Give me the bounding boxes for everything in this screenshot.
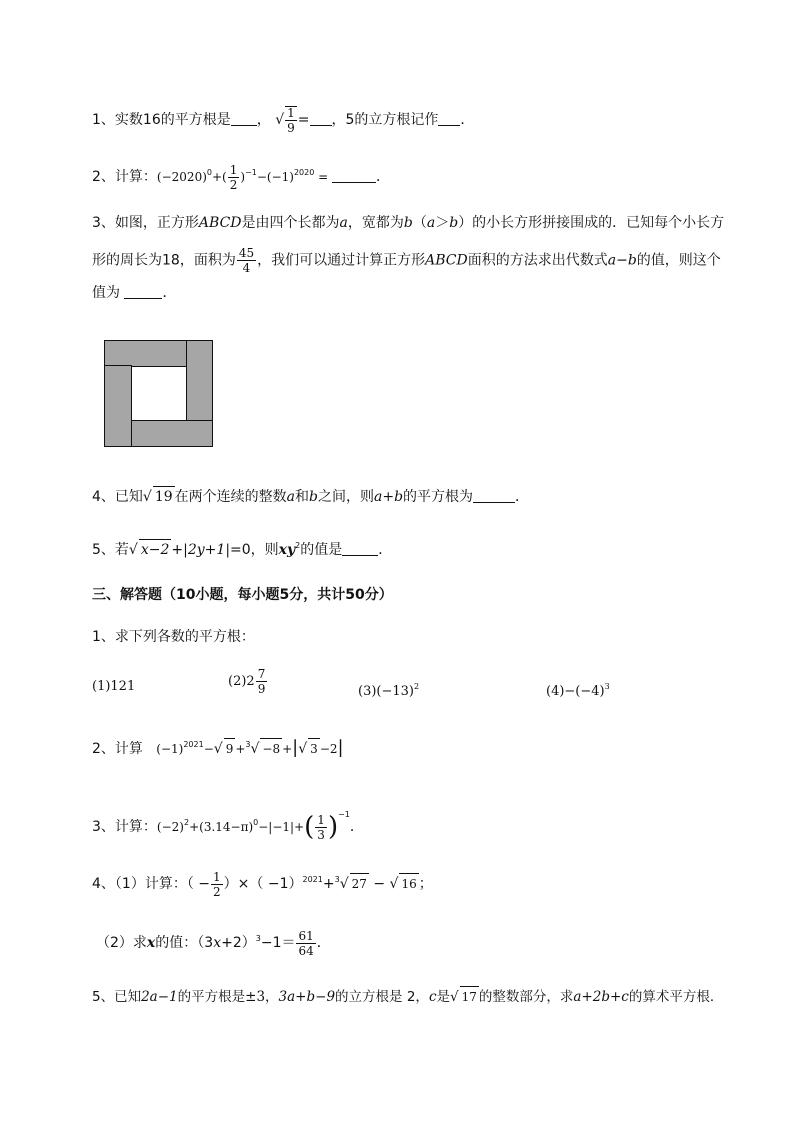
fill-question-3-line-1: 3、如图，正方形ABCD是由四个长都为a，宽都为b（a＞b）的小长方形拼接围成的．已知每个小长方	[92, 215, 725, 231]
left-rectangle	[104, 365, 132, 447]
solve-question-1: 1、求下列各数的平方根：	[92, 629, 255, 645]
question-text: 实数16的平方根是	[114, 112, 231, 128]
answer-blank[interactable]	[310, 125, 332, 126]
sub-item-4: $(4)-(-4)^3$	[546, 682, 610, 699]
question-number: 4、	[92, 876, 115, 892]
bottom-rectangle	[131, 420, 213, 447]
answer-blank[interactable]	[342, 555, 378, 556]
fill-question-2: 2、计算：$(-2020)^0+$( $\frac{1}{2}$ )$^{-1}-(-1)^{2020}$ = ．	[92, 162, 391, 192]
fill-question-5: 5、若√ x−2 +|2y+1|=0，则$xy^2$的值是 ．	[92, 541, 393, 558]
question-number: 1、	[92, 112, 115, 128]
sub-item-1: (1)121	[92, 679, 136, 694]
question-number: 5、	[92, 989, 115, 1005]
solve-question-3: 3、计算：$(-2)^2+(3.14-\pi)^0-|-1|+$( $\frac{1}{3}$ )$^{-1}$．	[92, 810, 364, 842]
question-number: 1、	[92, 629, 115, 645]
question-number: 5、	[92, 542, 115, 558]
answer-blank[interactable]	[231, 125, 257, 126]
fill-question-1: 1、实数16的平方根是 ， √ $\frac{1}{9}$ = ，5的立方根记作 ．	[92, 106, 475, 135]
fraction: $\frac{1}{2}$	[229, 162, 238, 192]
solve-question-5: 5、已知2a−1的平方根是±3，3a+b−9的立方根是 2，c是√ 17 的整数部分，求a+2b+c的算术平方根．	[92, 986, 723, 1007]
sub-item-2: (2)2 $\frac{7}{9}$	[228, 667, 266, 696]
sqrt-symbol: √	[128, 542, 138, 558]
answer-blank[interactable]	[332, 182, 376, 183]
sub-item-3: $(3)(-13)^2$	[358, 682, 420, 699]
right-rectangle	[186, 340, 213, 422]
fraction: $\frac{61}{64}$	[298, 928, 314, 958]
section-heading: 三、解答题（10小题，每小题5分，共计50分）	[92, 587, 393, 603]
sqrt-symbol: √	[275, 112, 285, 128]
question-number: 2、	[92, 169, 115, 185]
solve-question-2: 2、计算 $(-1)^{2021}-√$ 9 +$^3$√ −8 +|√ 3 −2|	[92, 737, 344, 758]
answer-blank[interactable]	[473, 502, 515, 503]
inner-square	[132, 367, 186, 420]
top-rectangle	[104, 340, 188, 367]
fraction: $\frac{7}{9}$	[257, 667, 266, 696]
fraction: $\frac{1}{2}$	[213, 869, 221, 899]
fraction: $\frac{1}{3}$	[317, 812, 325, 842]
question-text: ，5的立方根记作	[331, 112, 439, 128]
question-number: 4、	[92, 489, 115, 505]
question-number: 2、	[92, 741, 115, 757]
fill-question-3-line-3: 值为 ．	[92, 285, 177, 301]
fraction: $\frac{45}{4}$	[238, 246, 255, 275]
sqrt-symbol: √	[142, 489, 152, 505]
fraction: $\frac{1}{9}$	[287, 106, 295, 135]
question-number: 3、	[92, 819, 115, 835]
square-abcd-figure	[92, 322, 242, 464]
fill-question-3-line-2: 形的周长为18，面积为 $\frac{45}{4}$ ，我们可以通过计算正方形ABCD面积的方法求出代数式a−b的值，则这个	[92, 246, 721, 275]
fill-question-4: 4、已知√ 19 在两个连续的整数a和b之间，则a+b的平方根为 ．	[92, 486, 529, 507]
solve-question-4-part-2: （2）求x的值：$(3x+2)^3-1=$ $\frac{61}{64}$ ．	[96, 928, 331, 958]
question-number: 3、	[92, 215, 115, 231]
answer-blank[interactable]	[438, 125, 460, 126]
solve-question-4-part-1: 4、（1）计算：（ − $\frac{1}{2}$ ）×（ −1）$^{2021}$+$^3$√ 27 − √ 16 ；	[92, 869, 433, 899]
answer-blank[interactable]	[124, 298, 162, 299]
